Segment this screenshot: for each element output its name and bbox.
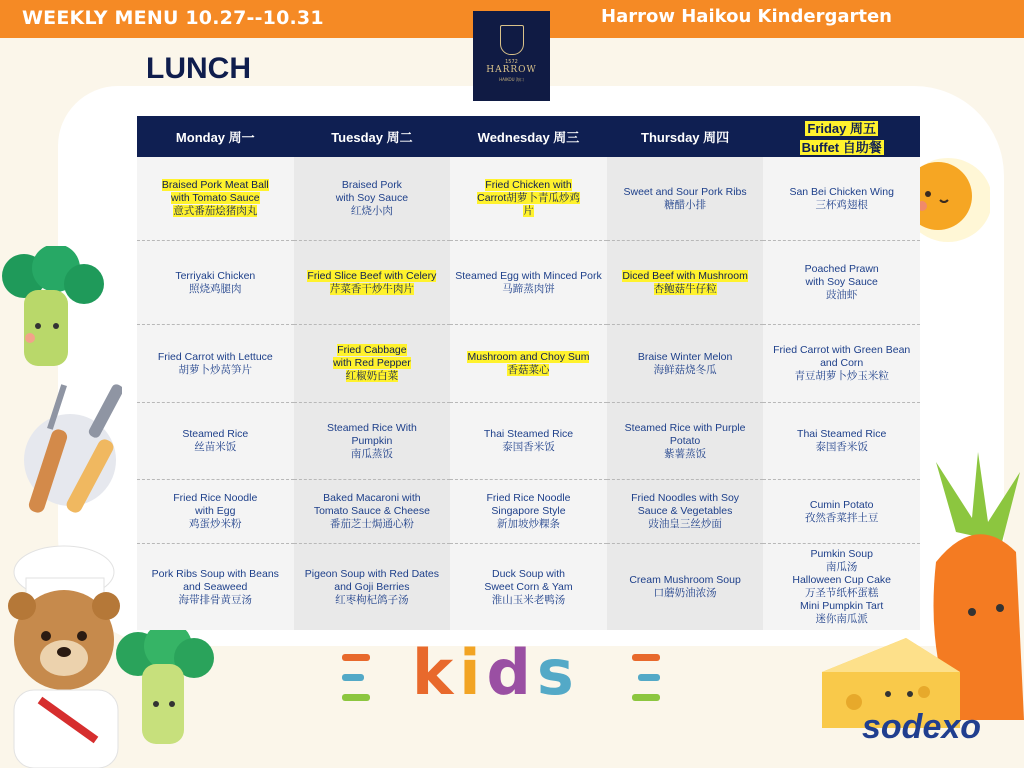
menu-cell bbox=[450, 403, 607, 480]
menu-cell bbox=[450, 241, 607, 325]
lunch-menu-table bbox=[137, 116, 920, 630]
dish-line: 番茄芝士焗通心粉 bbox=[329, 518, 414, 530]
dish-line: 糖醋小排 bbox=[664, 198, 707, 211]
dish-line: 豉油虾 bbox=[825, 289, 858, 301]
dish-line: Steamed Egg with Minced Pork bbox=[455, 269, 602, 282]
crest-icon bbox=[500, 25, 524, 55]
dish-line: 新加坡炒粿条 bbox=[496, 518, 560, 530]
dish-line: 口蘑奶油浓汤 bbox=[653, 587, 717, 599]
dish-line: 丝苗米饭 bbox=[194, 441, 237, 453]
weekday-header-row bbox=[137, 116, 920, 157]
menu-body bbox=[137, 157, 920, 630]
dish-line: Halloween Cup Cake bbox=[792, 574, 891, 586]
menu-cell bbox=[294, 480, 451, 544]
day-header-label: Wednesday 周三 bbox=[477, 130, 580, 145]
dish-line: 迷你南瓜派 bbox=[815, 613, 868, 625]
dish-line: Sweet and Sour Pork Ribs bbox=[623, 185, 747, 198]
menu-cell bbox=[450, 325, 607, 403]
dish-line: 红烧小肉 bbox=[350, 205, 393, 217]
dish-line: Pumkin Soup bbox=[810, 548, 873, 560]
dish-line: 泰国香米饭 bbox=[502, 441, 555, 453]
menu-cell bbox=[450, 480, 607, 544]
menu-cell bbox=[137, 325, 294, 403]
broccoli-illustration bbox=[0, 246, 106, 374]
dish-line: Cream Mushroom Soup bbox=[629, 574, 741, 586]
fork-and-knife-illustration bbox=[12, 376, 122, 516]
dish-line: Pumpkin bbox=[351, 434, 393, 447]
menu-cell bbox=[607, 480, 764, 544]
dish-line: Fried Slice Beef with Celery bbox=[307, 269, 437, 282]
dish-line: Fried Rice Noodle bbox=[486, 492, 571, 504]
menu-cell bbox=[763, 403, 920, 480]
menu-cell bbox=[450, 544, 607, 631]
table-row bbox=[137, 544, 920, 631]
dish-line: Mini Pumpkin Tart bbox=[800, 600, 884, 612]
table-row bbox=[137, 403, 920, 480]
menu-cell bbox=[763, 241, 920, 325]
menu-cell bbox=[137, 403, 294, 480]
dish-line: 意式番茄烩猪肉丸 bbox=[173, 205, 258, 217]
menu-cell bbox=[450, 157, 607, 241]
dish-line: 红枣枸杞鸽子汤 bbox=[335, 593, 409, 606]
dish-line: 杏鲍菇牛仔粒 bbox=[653, 282, 717, 295]
day-header-label: Tuesday 周二 bbox=[331, 130, 413, 145]
menu-cell bbox=[763, 325, 920, 403]
dish-line: with Egg bbox=[195, 505, 236, 517]
dish-line: 豉油皇三丝炒面 bbox=[648, 518, 722, 530]
harrow-logo bbox=[473, 11, 550, 101]
dish-line: Duck Soup with bbox=[492, 567, 565, 580]
dish-line: Braised Pork bbox=[341, 179, 402, 191]
kids-letter: k bbox=[412, 636, 460, 709]
dish-line: Steamed Rice bbox=[182, 428, 249, 440]
dish-line: Potato bbox=[669, 434, 701, 447]
dish-line: and Goji Berries bbox=[334, 580, 410, 593]
menu-cell bbox=[607, 325, 764, 403]
dish-line: Steamed Rice with Purple bbox=[624, 421, 746, 434]
dish-line: 照烧鸡腿肉 bbox=[189, 282, 242, 295]
day-header-label: Thursday 周四 bbox=[641, 130, 730, 145]
menu-cell bbox=[607, 403, 764, 480]
kids-right-accent bbox=[624, 652, 664, 704]
menu-cell bbox=[137, 241, 294, 325]
logo-name: HARROW bbox=[486, 65, 537, 75]
dish-line: Cumin Potato bbox=[809, 498, 874, 511]
day-header-label: Friday 周五 bbox=[807, 120, 876, 136]
dish-line: 香菇菜心 bbox=[507, 363, 550, 376]
dish-line: 紫薯蒸饭 bbox=[664, 447, 707, 460]
menu-cell bbox=[763, 157, 920, 241]
dish-line: 鸡蛋炒米粉 bbox=[189, 518, 242, 530]
dish-line: 红椒奶白菜 bbox=[345, 370, 399, 382]
day-header-1 bbox=[294, 116, 451, 157]
dish-line: Poached Prawn bbox=[804, 263, 879, 275]
dish-line: Fried Rice Noodle bbox=[173, 492, 258, 504]
dish-line: 孜然香菜拌土豆 bbox=[804, 511, 879, 524]
dish-line: Sweet Corn & Yam bbox=[484, 580, 573, 593]
dish-line: Fried Chicken with bbox=[485, 179, 572, 191]
menu-cell bbox=[763, 544, 920, 631]
kids-letter: s bbox=[536, 636, 580, 709]
broccoli-illustration-bottom bbox=[112, 624, 216, 748]
table-row bbox=[137, 325, 920, 403]
day-header-2 bbox=[450, 116, 607, 157]
dish-line: 淮山玉米老鸭汤 bbox=[491, 593, 566, 606]
table-row bbox=[137, 480, 920, 544]
menu-cell bbox=[294, 325, 451, 403]
day-header-sublabel: Buffet 自助餐 bbox=[801, 139, 882, 155]
dish-line: Carrot胡萝卜青瓜炒鸡 bbox=[477, 192, 580, 204]
dish-line: 片 bbox=[523, 205, 534, 217]
dish-line: 泰国香米饭 bbox=[815, 441, 868, 453]
dish-line: Diced Beef with Mushroom bbox=[622, 269, 748, 282]
dish-line: Pork Ribs Soup with Beans bbox=[151, 567, 279, 580]
dish-line: Terriyaki Chicken bbox=[175, 269, 256, 282]
meal-title: LUNCH bbox=[146, 52, 251, 85]
dish-line: Fried Noodles with Soy bbox=[631, 492, 740, 504]
dish-line: 南瓜蒸饭 bbox=[350, 447, 393, 460]
dish-line: 青豆胡萝卜炒玉米粒 bbox=[794, 370, 889, 382]
day-header-3 bbox=[607, 116, 764, 157]
logo-sub: HAIKOU 海口 bbox=[499, 77, 524, 82]
dish-line: with Tomato Sauce bbox=[171, 192, 260, 204]
table-row bbox=[137, 241, 920, 325]
dish-line: 三杯鸡翅根 bbox=[815, 198, 868, 211]
dish-line: with Soy Sauce bbox=[805, 276, 878, 288]
kids-left-accent bbox=[340, 652, 374, 704]
menu-cell bbox=[137, 544, 294, 631]
menu-cell bbox=[137, 157, 294, 241]
menu-cell bbox=[763, 480, 920, 544]
dish-line: Fried Carrot with Green Bean bbox=[773, 344, 911, 356]
dish-line: 南瓜汤 bbox=[825, 561, 858, 573]
menu-cell bbox=[607, 544, 764, 631]
dish-line: 胡萝卜炒莴笋片 bbox=[178, 363, 253, 376]
dish-line: Steamed Rice With bbox=[326, 421, 417, 434]
school-name: Harrow Haikou Kindergarten bbox=[601, 6, 892, 27]
menu-cell bbox=[294, 157, 451, 241]
menu-cell bbox=[607, 157, 764, 241]
dish-line: Braised Pork Meat Ball bbox=[161, 179, 269, 191]
dish-line: 海鲜菇烧冬瓜 bbox=[653, 363, 717, 376]
dish-line: Fried Cabbage bbox=[337, 344, 407, 356]
dish-line: Mushroom and Choy Sum bbox=[467, 350, 590, 363]
dish-line: Pigeon Soup with Red Dates bbox=[304, 567, 440, 580]
dish-line: Thai Steamed Rice bbox=[797, 428, 887, 440]
menu-cell bbox=[294, 241, 451, 325]
dish-line: Tomato Sauce & Cheese bbox=[313, 505, 430, 517]
dish-line: 马蹄蒸肉饼 bbox=[502, 282, 555, 295]
menu-cell bbox=[607, 241, 764, 325]
table-row bbox=[137, 157, 920, 241]
dish-line: with Soy Sauce bbox=[335, 192, 409, 204]
day-header-0 bbox=[137, 116, 294, 157]
menu-cell bbox=[294, 544, 451, 631]
dish-line: Thai Steamed Rice bbox=[483, 428, 574, 440]
dish-line: and Corn bbox=[820, 357, 864, 369]
kids-letter: d bbox=[486, 636, 537, 709]
menu-cell bbox=[294, 403, 451, 480]
weekly-menu-title: WEEKLY MENU 10.27--10.31 bbox=[22, 7, 324, 29]
dish-line: 万圣节纸杯蛋糕 bbox=[804, 587, 879, 599]
menu-cell bbox=[137, 480, 294, 544]
dish-line: 海带排骨黄豆汤 bbox=[178, 593, 253, 606]
kids-wordmark bbox=[412, 636, 580, 709]
sodexo-logo: sodexo bbox=[862, 708, 982, 746]
dish-line: Sauce & Vegetables bbox=[637, 505, 733, 517]
dish-line: Singapore Style bbox=[491, 505, 566, 517]
dish-line: San Bei Chicken Wing bbox=[789, 185, 894, 198]
dish-line: 芹菜香干炒牛肉片 bbox=[329, 282, 414, 295]
logo-est: 1572 bbox=[505, 59, 518, 65]
dish-line: Braise Winter Melon bbox=[637, 350, 733, 363]
dish-line: Baked Macaroni with bbox=[323, 492, 421, 504]
dish-line: with Red Pepper bbox=[333, 357, 411, 369]
kids-letter: i bbox=[459, 636, 487, 709]
day-header-4 bbox=[763, 116, 920, 157]
dish-line: and Seaweed bbox=[183, 580, 248, 593]
day-header-label: Monday 周一 bbox=[175, 130, 255, 145]
dish-line: Fried Carrot with Lettuce bbox=[157, 350, 273, 363]
